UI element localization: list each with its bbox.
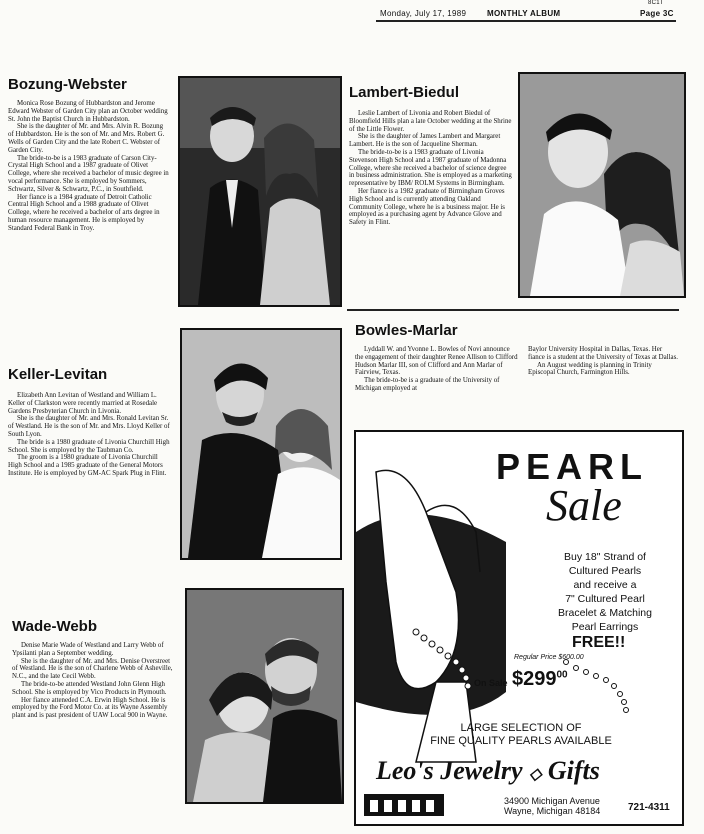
keller-p4: The groom is a 1980 graduate of Livonia Churchill High School and a 1985 graduate of the General Motors Institute. He is employed by GM-AC Spark Plug in Flint.: [8, 454, 167, 477]
bowles-p4: An August wedding is planning in Trinity Episcopal Church, Farmington Hills.: [528, 361, 652, 377]
ad-phone: 721-4311: [628, 802, 670, 813]
lambert-p2: She is the daughter of James Lambert and Margaret Lambert. He is the son of Jacqueline Sherman.: [349, 133, 501, 149]
selection-line-2: FINE QUALITY PEARLS AVAILABLE: [430, 735, 612, 747]
storefront-icon: [364, 792, 444, 816]
lambert-biedul-photo: [518, 72, 686, 298]
lambert-title: Lambert-Biedul: [349, 84, 460, 101]
header-section: MONTHLY ALBUM: [487, 9, 561, 18]
ad-selection: [396, 722, 646, 748]
bozung-title: Bozung-Webster: [8, 76, 127, 93]
ad-sale-heading: Sale: [546, 481, 622, 530]
wade-webb-photo: [185, 588, 344, 804]
bowles-p1: Lyddall W. and Yvonne L. Bowles of Novi announce the engagement of their daughter Renee Allison to Clifford Hudson Marlar III, son of Clifford and Ann Marlar of Fairview, Texas.: [355, 346, 518, 377]
wade-p3: The bride-to-be attended Westland John Glenn High School. She is employed by Vico Products in Plymouth.: [12, 680, 167, 696]
corner-mark: 8C1T: [648, 0, 664, 6]
lambert-p1: Leslie Lambert of Livonia and Robert Biedul of Bloomfield Hills plan a late October wedding at the Shrine of the Little Flower.: [349, 110, 512, 133]
offer-line: and receive a: [573, 579, 637, 591]
sale-price-dollars: $299: [512, 668, 557, 690]
ad-sale-price: [512, 668, 568, 691]
lambert-text: [349, 110, 513, 227]
offer-line: 7" Cultured Pearl: [565, 593, 645, 605]
ad-pearl-heading: PEARL: [496, 446, 649, 487]
keller-title: Keller-Levitan: [8, 366, 108, 383]
wade-p1: Denise Marie Wade of Westland and Larry Webb of Ypsilanti plan a September wedding.: [12, 642, 164, 657]
pearl-sale-ad: [354, 430, 684, 826]
selection-line-1: LARGE SELECTION OF: [460, 722, 582, 734]
wade-p4: Her fiance atteneded C.A. Erwin High School. He is employed by the Ford Motor Co. at its Wayne Assembly plant and is past president of UAW Local 900 in Wayne.: [12, 696, 168, 720]
couple-photo-image: [520, 74, 684, 296]
ad-store-name: [376, 756, 600, 786]
bowles-text-col2: [528, 346, 678, 377]
header-page: Page 3C: [640, 9, 674, 18]
keller-p2: She is the daughter of Mr. and Mrs. Ronald Levitan Sr. of Westland. He is the son of Mr. and Mrs. Lloyd Keller of South Lyon.: [8, 415, 170, 438]
bozung-webster-photo: [178, 76, 342, 307]
bozung-p4: Her fiance is a 1984 graduate of Detroit Catholic Central High School and a 1988 graduate of Olivet College, where he received a bachelor of arts degree in human resource management. He is employed by Standard Federal Bank in Troy.: [8, 193, 160, 232]
keller-levitan-photo: [180, 328, 342, 560]
keller-p3: The bride is a 1980 graduate of Livonia Churchill High School. She is employed by the Taubman Co.: [8, 438, 170, 454]
offer-line: Cultured Pearls: [568, 565, 642, 577]
couple-photo-image: [180, 78, 340, 305]
sale-price-cents: 00: [556, 669, 568, 681]
divider-rule: [347, 309, 679, 311]
wade-p2: She is the daughter of Mr. and Mrs. Denise Overstreet of Westland. He is the son of Charlene Webb of Asheville, N.C., and the late Cecil Webb.: [12, 657, 173, 681]
couple-photo-image: [187, 590, 342, 802]
ad-address: [504, 796, 600, 816]
lambert-p4: Her fiance is a 1982 graduate of Birmingham Groves High School and is currently attending Oakland Community College, where he is a business major. He is employed as a purchasing agent by Advance Glove and Safety in Flint.: [349, 187, 505, 227]
couple-photo-image: [182, 330, 340, 558]
header-rule: [376, 20, 676, 22]
bowles-p2: The bride-to-be is a graduate of the University of Michigan employed at: [355, 377, 500, 392]
offer-line: Bracelet & Matching: [558, 607, 652, 619]
lambert-p3: The bride-to-be is a 1983 graduate of Livonia Stevenson High School and a 1987 graduate of Madonna College, where she received a bachelor of science degree in business administration. She is employed as a marketing representative by IBM/ ROLM Systems in Birmingham.: [349, 148, 512, 188]
keller-p1: Elizabeth Ann Levitan of Westland and William L. Keller of Clarkston were recently married at Rosedale Gardens Presbyterian Church in Livonia.: [8, 392, 158, 415]
bozung-text: [8, 100, 170, 233]
offer-line: Buy 18" Strand of: [564, 551, 646, 563]
ad-offer-text: [540, 550, 670, 634]
header-date: Monday, July 17, 1989: [380, 9, 467, 18]
address-line-1: 34900 Michigan Avenue: [504, 796, 600, 806]
ad-on-sale: On Sale: [474, 678, 508, 688]
bowles-title: Bowles-Marlar: [355, 322, 458, 339]
offer-line: Pearl Earrings: [571, 621, 639, 633]
bowles-text-col1: [355, 346, 519, 393]
bowles-p3: Baylor University Hospital in Dallas, Texas. Her fiance is a student at the University of Texas at Dallas.: [528, 346, 678, 361]
keller-text: [8, 392, 173, 478]
bozung-p1: Monica Rose Bozung of Hubbardston and Jerome Edward Webster of Garden City plan an October wedding St. John the Baptist Church in Hubbardston.: [8, 100, 168, 123]
wade-text: [12, 642, 177, 720]
store-name-part2: Gifts: [547, 756, 600, 785]
bozung-p2: She is the daughter of Mr. and Mrs. Alvin R. Bozung of Hubbardston. He is the son of Mr. and Mrs. Robert G. Wells of Garden City and the late Robert C. Webster of Garden City.: [8, 123, 165, 154]
bozung-p3: The bride-to-be is a 1983 graduate of Carson City-Crystal High School and a 1987 graduate of Olivet College, where she received a bachelor of music degree in vocal performance. She is employed by Sommers, Schwartz, Silver & Schwartz, P.C., in Southfield.: [8, 154, 169, 193]
ad-free: FREE!!: [572, 634, 626, 651]
store-name-part1: Leo's Jewelry: [376, 756, 523, 785]
ad-regular-price: Regular Price $600.00: [514, 654, 584, 661]
diamond-icon: ◇: [529, 766, 542, 783]
wade-title: Wade-Webb: [12, 618, 97, 635]
address-line-2: Wayne, Michigan 48184: [504, 806, 601, 816]
